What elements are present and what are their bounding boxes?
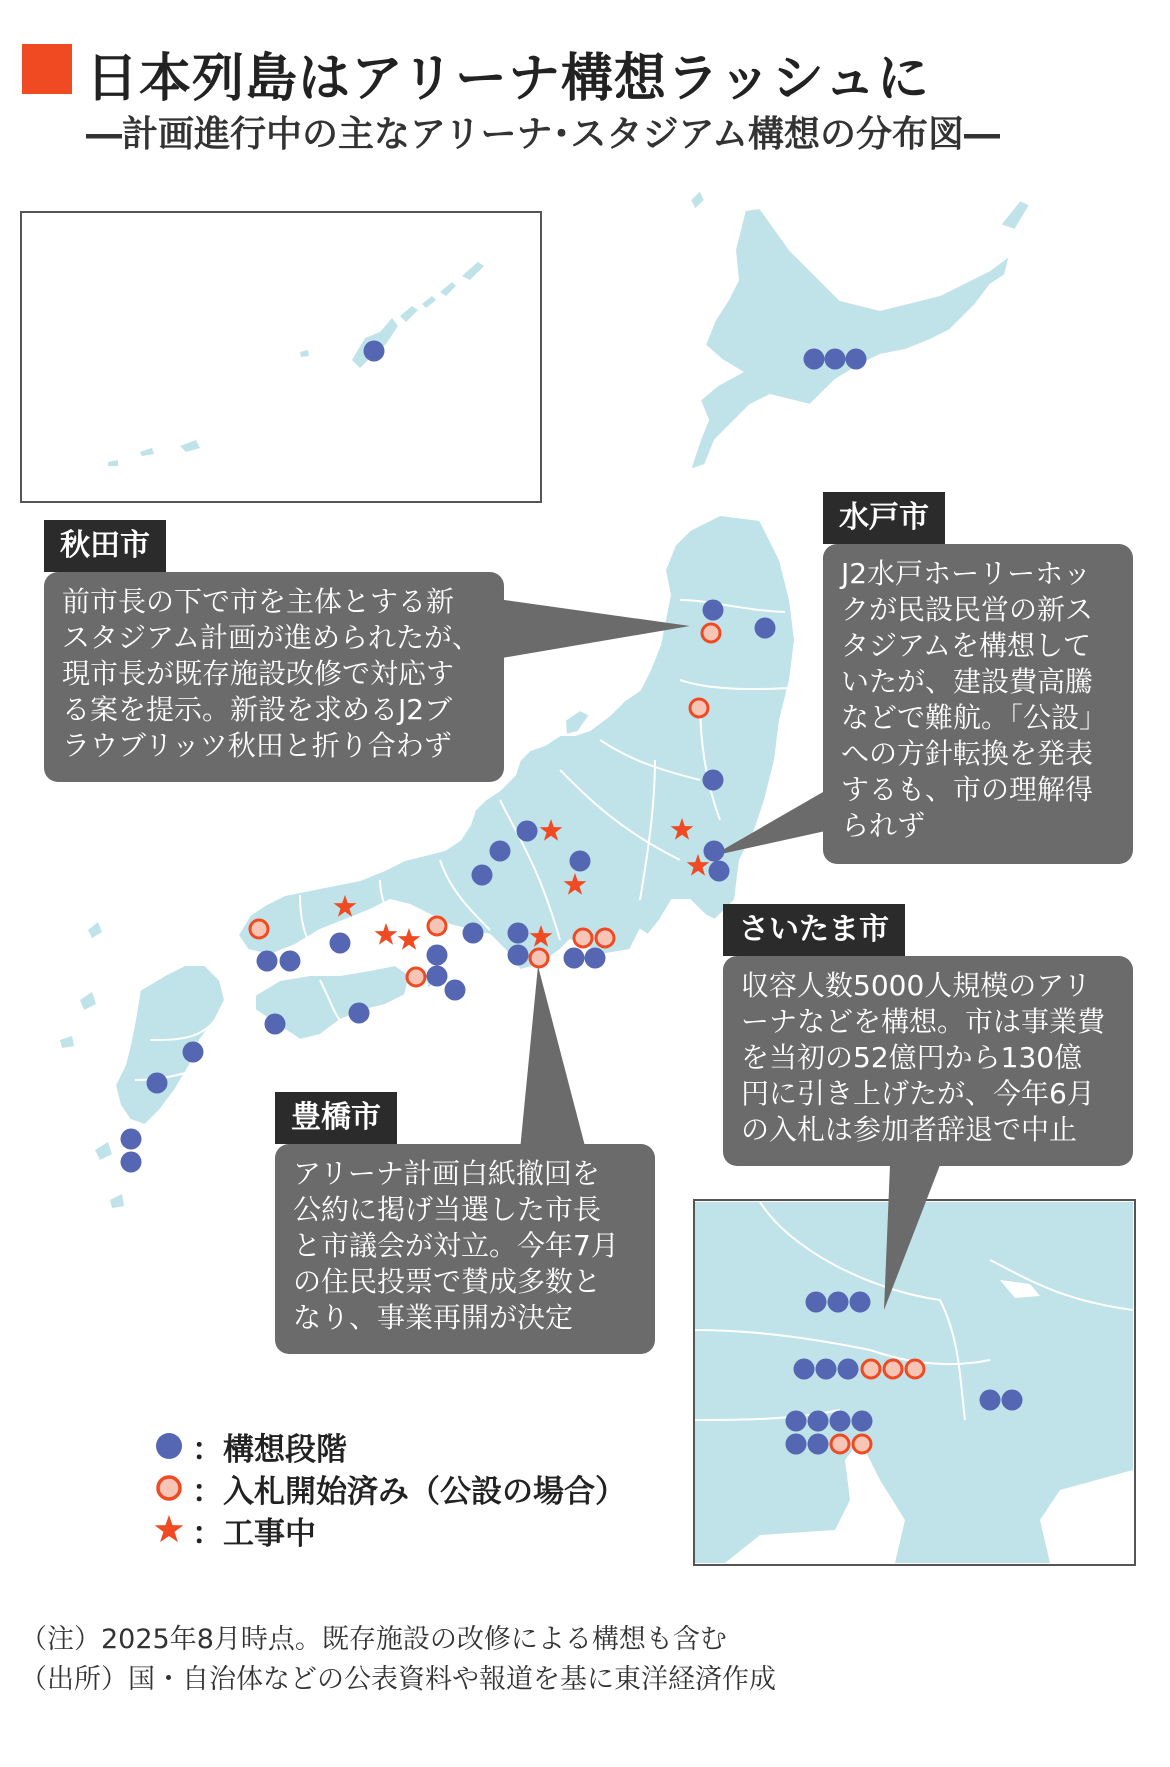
marker-planned [364, 341, 385, 362]
callout-text-toyohashi: アリーナ計画白紙撤回を 公約に掲げ当選した市長 と市議会が対立。今年7月 の住民投票で賛成多数と なり、事業再開が決定 [275, 1144, 655, 1354]
callout-label-akita: 秋田市 [44, 520, 166, 572]
marker-bidding [690, 699, 708, 717]
marker-planned [804, 349, 825, 370]
marker-bidding [862, 1360, 880, 1378]
marker-planned [808, 1411, 829, 1432]
outer-islands [60, 922, 124, 1208]
marker-planned [427, 966, 448, 987]
construction-star-icon [150, 1511, 188, 1549]
marker-planned [703, 770, 724, 791]
planned-dot-icon [150, 1427, 188, 1465]
marker-planned [1002, 1390, 1023, 1411]
marker-planned [147, 1073, 168, 1094]
marker-bidding [702, 624, 720, 642]
marker-planned [280, 951, 301, 972]
marker-bidding [831, 1435, 849, 1453]
marker-planned [508, 945, 529, 966]
marker-planned [183, 1042, 204, 1063]
legend-item-construction [150, 1509, 626, 1551]
legend-item-bidding [150, 1467, 626, 1509]
marker-planned [257, 951, 278, 972]
callout-label-mito: 水戸市 [823, 492, 945, 544]
marker-planned [564, 948, 585, 969]
callout-text-mito: J2水戸ホーリーホッ クが民設民営の新ス タジアムを構想して いたが、建設費高騰 などで難航。「公設」 への方針転換を発表 するも、市の理解得 られず [823, 544, 1133, 864]
marker-planned [121, 1129, 142, 1150]
legend-item-planned [150, 1425, 626, 1467]
legend [150, 1425, 626, 1551]
marker-planned [585, 948, 606, 969]
marker-planned [980, 1390, 1001, 1411]
note-line: （注）2025年8月時点。既存施設の改修による構想も含む [20, 1624, 727, 1655]
marker-bidding [250, 920, 268, 938]
marker-planned [704, 841, 725, 862]
callout-label-saitama: さいたま市 [723, 904, 905, 956]
marker-planned [330, 933, 351, 954]
callout-text-saitama: 収容人数5000人規模のアリ ーナなどを構想。市は事業費 を当初の52億円から130億 円に引き上げたが、今年6月 の入札は参加者辞退で中止 [723, 956, 1133, 1166]
marker-planned [517, 821, 538, 842]
marker-planned [794, 1359, 815, 1380]
marker-planned [703, 600, 724, 621]
marker-planned [472, 865, 493, 886]
marker-bidding [407, 968, 425, 986]
marker-planned [828, 1292, 849, 1313]
marker-planned [570, 851, 591, 872]
marker-planned [846, 349, 867, 370]
legend-label: ：構想段階 [192, 1431, 347, 1468]
marker-planned [806, 1292, 827, 1313]
marker-bidding [596, 929, 614, 947]
marker-planned [121, 1152, 142, 1173]
marker-bidding [574, 929, 592, 947]
marker-bidding [853, 1435, 871, 1453]
legend-label: ：工事中 [192, 1515, 316, 1552]
okinawa-inset-frame [21, 212, 541, 502]
marker-planned [852, 1411, 873, 1432]
page-title: 日本列島はアリーナ構想ラッシュに [86, 49, 930, 109]
callout-text-akita: 前市長の下で市を主体とする新 スタジアム計画が進められたが、 現市長が既存施設改修で対応す る案を提示。新設を求めるJ2ブ ラウブリッツ秋田と折り合わず [44, 572, 504, 782]
marker-bidding [906, 1360, 924, 1378]
marker-planned [850, 1292, 871, 1313]
marker-planned [755, 618, 776, 639]
marker-planned [825, 349, 846, 370]
page-subtitle: ―計画進行中の主なアリーナ･スタジアム構想の分布図― [86, 114, 1001, 155]
callout-label-toyohashi: 豊橋市 [275, 1092, 397, 1144]
marker-bidding [530, 949, 548, 967]
marker-planned [786, 1411, 807, 1432]
marker-planned [838, 1359, 859, 1380]
marker-planned [830, 1411, 851, 1432]
source-line: （出所）国・自治体などの公表資料や報道を基に東洋経済作成 [20, 1664, 776, 1695]
marker-planned [445, 980, 466, 1001]
marker-planned [490, 841, 511, 862]
bidding-ring-icon [150, 1469, 188, 1507]
marker-planned [463, 923, 484, 944]
marker-planned [349, 1003, 370, 1024]
marker-planned [265, 1014, 286, 1035]
marker-planned [427, 945, 448, 966]
marker-bidding [884, 1360, 902, 1378]
legend-label: ：入札開始済み（公設の場合） [192, 1473, 626, 1510]
marker-bidding [428, 917, 446, 935]
marker-planned [808, 1434, 829, 1455]
marker-planned [786, 1434, 807, 1455]
marker-construction [398, 928, 421, 950]
marker-planned [508, 923, 529, 944]
marker-planned [816, 1359, 837, 1380]
marker-planned [709, 861, 730, 882]
source-notes [20, 1620, 776, 1700]
